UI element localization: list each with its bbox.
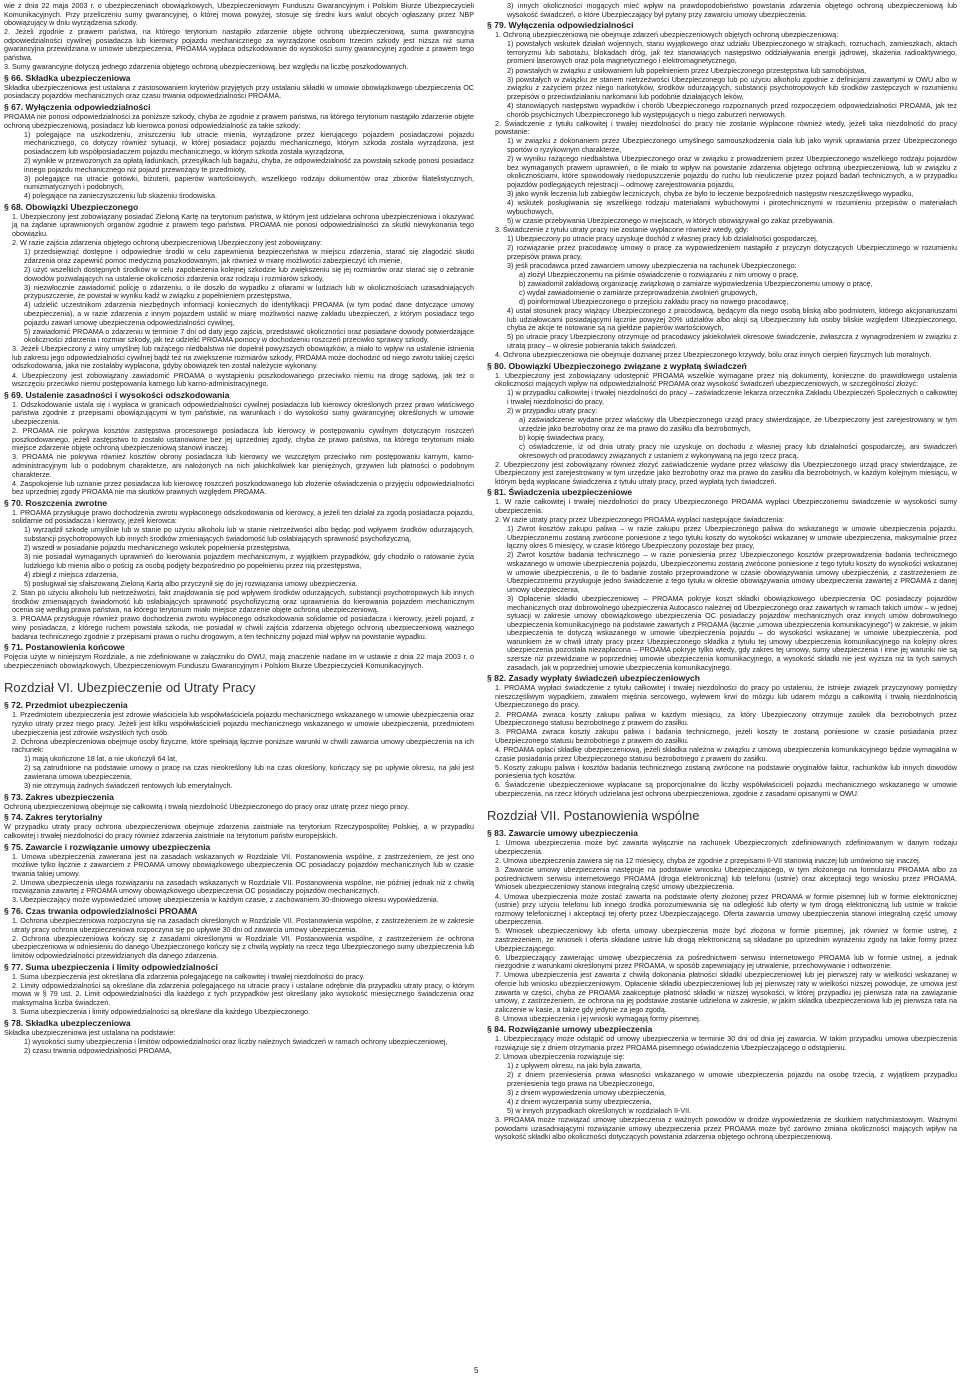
list-item: 1) polegające na uszkodzeniu, zniszczeniu lub utracie mienia, wyrządzone przez kierującego pojazdem posiadaczowi pojazdu mechanicznego, co dotyczy również sytuacji, w której posiadacz pojazdu mechanicznego, którym szkoda została wyrządzona, jest posiadaczem lub współposiadaczem pojazdu mechanicznego, w którym szkoda została wyrządzona, (24, 129, 474, 156)
list-item: 1) Zwrot kosztów zakupu paliwa – w razie zakupu przez Ubezpieczonego paliwa do wskazanego w umowie ubezpieczenia pojazdu, Ubezpieczonemu zostaną zwrócone poniesione z tego tytułu koszty do wysokości wskazanej w umowie ubezpieczenia, maksymalnie przez łączny okres 6 miesięcy, w czasie którego Ubezpieczony pozostaje bez pracy, (507, 524, 957, 551)
paragraph: 1. Ochrona ubezpieczeniowa rozpoczyna się na zasadach określonych w Rozdziale VII. Postanowienia wspólne, z zastrzeżeniem że w zakresie utraty pracy ochrona ubezpieczeniowa rozpoczyna się po upływie 30 dni od zawarcia umowy ubezpieczenia. (12, 916, 474, 934)
list-item: 3) innych okoliczności mogących mieć wpływ na prawdopodobieństwo powstania zdarzenia objętego ochroną ubezpieczeniową lub wysokość świadczeń, o które Ubezpieczający był pytany przy zawarciu umowy ubezpieczenia. (507, 1, 957, 19)
list-item: 2) Zwrot kosztów badania technicznego – w razie poniesienia przez Ubezpieczonego kosztów przeprowadzenia badania technicznego wskazanego w umowie ubezpieczenia pojazdu, Ubezpieczonemu zostaną zwrócone poniesione z tego tytułu koszty do wysokości wskazanej w umowie ubezpieczenia, o ile to badanie zostało przeprowadzone w czasie obowiązywania umowy ubezpieczenia, z zastrzeżeniem że Ubezpieczonemu przysługuje jedno świadczenie z tego tytułu w okresie obowiązywania umowy ubezpieczenia zawartej z PROAMA z danej umowy ubezpieczenia, (507, 550, 957, 594)
page-number: 5 (474, 1366, 479, 1375)
section-heading: § 78. Składka ubezpieczeniowa (4, 1017, 131, 1028)
list-item: c) oświadczenie, iż od dnia utraty pracy nie uzyskuje on dochodu z własnej pracy lub działalności gospodarczej, ani świadczeń okresowych od pracodawcy związanych z ustaniem z wykonywaną na jego rzecz pracą. (519, 441, 957, 460)
section-heading: § 75. Zawarcie i rozwiązanie umowy ubezpieczenia (4, 841, 211, 852)
list-item: 3) niezwłocznie zawiadomić policję o zdarzeniu, o ile doszło do wypadku z ofiarami w ludziach lub w okolicznościach uzasadniających przypuszczenie, że powstał w wyniku kadź w związku z popełnieniem przestępstwa, (24, 282, 474, 301)
section-heading: § 82. Zasady wypłaty świadczeń ubezpieczeniowych (487, 673, 701, 684)
list-item: 4) wskutek posługiwania się wszelkiego rodzaju materiałami wybuchowymi i pirotechnicznymi w rozumieniu przepisów o materiałach wybuchowych, (507, 197, 957, 216)
paragraph: 1. PROAMA przysługuje prawo dochodzenia zwrotu wypłaconego odszkodowania od kierowcy, a jeżeli ten działał za zgodą posiadacza pojazdu, solidarnie od posiadacza i kierowcy, jeżeli kierowca: (12, 507, 474, 526)
list-item: 3) z dniem wypowiedzenia umowy ubezpieczenia, (507, 1088, 667, 1097)
paragraph: PROAMA nie ponosi odpowiedzialności za poniższe szkody, chyba że zgodnie z prawem państwa, na którego terytorium nastąpiło zdarzenie objęte ochroną ubezpieczeniową, posiadacz lub kierowca ponosi odpowiedzialność za takie szkody: (4, 111, 474, 130)
paragraph: 3. Zawarcie umowy ubezpieczenia następuje na podstawie wniosku Ubezpieczającego, w tym złożonego na formularzu PROAMA albo za pośrednictwem serwisu internetowego PROAMA (droga elektroniczną) lub telefonu (ustnie) oraz akceptacji tego wniosku przez PROAMA. Wniosek ubezpieczeniowy stanowi integralną część umowy ubezpieczenia. (495, 865, 957, 892)
paragraph: 5. Koszty zakupu paliwa i kosztów badania technicznego zostaną zwrócone na podstawie oryginałów faktur, rachunków lub innych dowodów poniesienia tych kosztów. (495, 762, 957, 781)
paragraph: 1. Umowa ubezpieczenia może być zawarta wyłącznie na rachunek Ubezpieczonych zdefiniowanych zdefiniowanym w danym rodzaju ubezpieczenia. (495, 838, 957, 857)
list-item: 2) wynikłe w przewozonych za opłatą ładunkach, przesyłkach lub bagażu, chyba, że odpowiedzialność za powstałą szkodę ponosi posiadacz innego pojazdu mechanicznego niż pojazd przewożący te przedmioty, (24, 155, 474, 174)
list-item: 2) użyć wszelkich dostępnych środków w celu zapobieżenia kolejnej szkodzie lub zwiększeniu się jej rozmiarów oraz starać się o zebranie dowodów pozwalających na ustalenie okoliczności zdarzenia oraz rodzaju i rozmiarów szkody, (24, 264, 474, 283)
paragraph: 3. Sumy gwarancyjne dotyczą jednego zdarzenia objętego ochroną ubezpieczeniową, bez względu na liczbę poszkodowanych. (4, 62, 409, 72)
paragraph: 1. Przedmiotem ubezpieczenia jest zdrowie właściciela lub współwłaściciela pojazdu mechanicznego wskazanego w umowie ubezpieczenia oraz ryzyko utraty przez niego pracy. Jeżeli jest kilku współwłaścicieli pojazdu mechanicznego wskazanego w umowie ubezpieczenia, przedmiotem ubezpieczenia jest zdrowie wszystkich tych osób. (12, 710, 474, 737)
list-item: 1) powstałych wskutek działań wojennych, stanu wyjątkowego oraz udziału Ubezpieczonego w strajkach, rozruchach, zamieszkach, aktach terroryzmu lub sabotażu, blokadach dróg, jak też stanowiących następstwo oddziaływania energii jądrowej, skażenia radioaktywnego, promieni laserowych oraz pola magnetycznego i elektromagnetycznego, (507, 39, 957, 66)
paragraph: 8. Umowa ubezpieczenia i jej wnioski wymagają formy pisemnej. (495, 1013, 701, 1023)
list-item: 1) przedsięwziąć dostępne i odpowiednie środki w celu zapewnienia bezpieczeństwa w miejscu zdarzenia, starać się złagodzić skutki zdarzenia oraz zapewnić pomoc medyczną poszkodowanym, jak również w miarę możliwości zabezpieczyć ich mienie, (24, 247, 474, 265)
paragraph: 2. Umowa ubezpieczenia rozwiązuje się: (495, 1052, 625, 1062)
paragraph: 6. Ubezpieczający zawierając umowę ubezpieczenia za pośrednictwem serwisu internetowego PROAMA lub w formie ustnej, a jednak niezgodnie z warunkami określonymi przez PROAMA, w sposób zapewniający jej utrwalenie, przechowywanie i odtworzenie. (495, 952, 957, 971)
paragraph: 4. Zaspokojenie lub uznanie przez posiadacza lub kierowcę roszczeń poszkodowanego lub złożenie oświadczenia o przyjęciu odpowiedzialności bez uprzedniej zgody PROAMA nie ma skutków prawnych względem PROAMA. (12, 478, 474, 497)
list-item: 1) w przypadku całkowitej i trwałej niezdolności do pracy – zaświadczenie lekarza orzecznika Zakładu Ubezpieczeń Społecznych o całkowitej i trwałej niezdolności do pracy, (507, 388, 957, 406)
paragraph: Składka ubezpieczeniowa jest ustalana z zastosowaniem kryteriów przyjętych przy ustalaniu składki w umowie obowiązkowego ubezpieczenia OC posiadaczy pojazdów mechanicznych oraz czasu trwania odpowiedzialności PROAMA. (4, 82, 474, 101)
section-heading: § 71. Postanowienia końcowe (4, 642, 125, 653)
paragraph: 7. Umowa ubezpieczenia jest zawarta z chwilą dokonania płatności składki ubezpieczeniowej lub jej pierwszej raty w wielkości wskazanej w ofercie lub wniosku ubezpieczeniowym. Opłacenie składki ubezpieczeniowej lub jej pierwszej raty w wielkości niższej powoduje, że umowa jest zawarta w części, chyba że PROAMA zaakceptuje płatność składki w niższej wysokości, w której przypadku jej pierwsza rata na zawiązanie umowy, z zastrzeżeniem, że ochrona na jej podstawie zostanie udzielona w zakresie, w jakim składka ubezpieczeniowa lub jej pierwsza rata na zaliczenie w kasie, a także gdy jedynie za jego zgodą. (495, 970, 957, 1014)
list-item: 2) z dniem przeniesienia prawa własności wskazanego w umowie ubezpieczenia pojazdu na osobę trzecią, z wyjątkiem przypadku przeniesienia tego prawa na Ubezpieczonego, (507, 1070, 957, 1088)
paragraph: 3. PROAMA nie pokrywa również kosztów obrony posiadacza lub kierowcy we wszczętym przeciwko nim postępowaniu karnym, karno-administracyjnym lub o podobnym charakterze, ani nałożonych na nich jakichkolwiek kar pieniężnych, grzywien lub płatności o podobnym charakterze. (12, 452, 474, 479)
list-item: 3) jeśli pracodawca przed zawarciem umowy ubezpieczenia na rachunek Ubezpieczonego: (507, 260, 797, 270)
paragraph: 3. Świadczenie z tytułu utraty pracy nie zostanie wypłacone również wtedy, gdy: (495, 224, 749, 234)
list-item: 4) z dniem wyczerpania sumy ubezpieczenia, (507, 1097, 652, 1107)
section-heading: § 76. Czas trwania odpowiedzialności PROAMA (4, 906, 198, 917)
paragraph: 1. Ochroną ubezpieczeniową nie obejmuje zdarzeń ubezpieczeniowych objętych ochroną ubezpieczeniową: (495, 30, 839, 40)
paragraph: Pojęcia użyte w niniejszym Rozdziale, a nie zdefiniowane w załączniku do OWU, mają znaczenie nadane im w ustawie z dnia 22 maja 2003 r. o ubezpieczeniach obowiązkowych, Ubezpieczeniowym Funduszu Gwarancyjnym i Polskim Biurze Ubezpieczycieli Komunikacyjnych. (4, 652, 474, 670)
list-item: 4) udzielić uczestnikom zdarzenia niezbędnych informacji koniecznych do identyfikacji PROAMA (w tym podać dane dotyczące umowy ubezpieczenia), a w razie zdarzenia z innym pojazdem ustalić w miarę możliwości nazwę zakładu ubezpieczeń, z którym posiadacz tego pojazdu zawarł umowę ubezpieczenia odpowiedzialności cywilnej, (24, 300, 474, 327)
list-item: 1) mają ukończone 18 lat, a nie ukończyli 64 lat, (24, 754, 178, 764)
list-item: 2) powstałych w związku z usiłowaniem lub popełnieniem przez Ubezpieczonego przestępstwa lub samobójstwa, (507, 65, 867, 75)
list-item: 3) nie posiadał wymaganych uprawnień do kierowania pojazdem mechanicznym, z wyjątkiem przypadków, gdy chodziło o ratowanie życia ludzkiego lub mienia albo o pościg za osobą podjęty bezpośrednio po popełnieniu przez nią przestępstwa, (24, 552, 474, 570)
paragraph: 3. Jeżeli Ubezpieczony z winy umyślnej lub rażącego niedbalstwa nie dopełnił powyższych obowiązków, a miało to wpływ na ustalenie istnienia lub zakresu jego odpowiedzialności cywilnej bądź też na zwiększenie rozmiarów szkody, PROAMA może dochodzić od niego zwrotu takiej części odszkodowania, jaka nie zostałaby wypłacona, gdyby obowiązek ten został należycie wykonany. (12, 344, 474, 371)
list-item: 5) posługiwał się sfałszowaną Zieloną Kartą albo przyczynił się do jej rozwiązania umowy ubezpieczenia. (24, 579, 358, 589)
paragraph: 2. Ochrona ubezpieczeniowa obejmuje osoby fizyczne, które spełniają łącznie poniższe warunki w chwili zawarcia umowy ubezpieczenia na ich rachunek: (12, 736, 474, 755)
paragraph: 6. Świadczenie ubezpieczeniowe wypłacane są proporcjonalnie do liczby współwłaścicieli pojazdu mechanicznego wskazanego w umowie ubezpieczenia, na rzecz których udzielana jest ochrona ubezpieczeniowa, zgodnie z zasadami opisanymi w OWU. (495, 780, 957, 798)
section-heading: § 74. Zakres terytorialny (4, 812, 103, 823)
list-item: 1) Ubezpieczony po utracie pracy uzyskuje dochód z własnej pracy lub działalności gospodarczej, (507, 233, 818, 243)
paragraph: 2. Limity odpowiedzialności są określane dla zdarzenia polegającego na utracie pracy i ustalane odrębnie dla przypadku utraty pracy, o którym mowa w § 79 ust. 2. Limit odpowiedzialności dla każdego z tych przypadków jest określany jako wysokość miesięcznego świadczenia oraz maksymalna liczba świadczeń. (12, 980, 474, 1007)
paragraph: 3. Suma ubezpieczenia i limity odpowiedzialności są określane dla każdego Ubezpieczonego. (12, 1006, 311, 1016)
paragraph: 2. Stan po użyciu alkoholu lub nietrzeźwości, fakt znajdowania się pod wpływem środków odurzających, substancji psychotropowych lub innych środków zmieniających świadomość lub osłabiających sprawność psychofizyczną oraz uprawnienia do kierowania pojazdem mechanicznym ocenia się według prawa państwa, na którego terytorium miało miejsce zdarzenie objęte ochroną ubezpieczeniową. (12, 588, 474, 615)
list-item: 4) ustał stosunek pracy wiążący Ubezpieczonego z pracodawcą, będącym dla niego osobą bliską albo podmiotem, którego akcjonariuszami lub udziałowcami posiadającymi łącznie powyżej 20% udziałów albo akcji są Ubezpieczony lub osoby bliskie względem Ubezpieczonego, chyba że akcje te notowane są na giełdzie papierów wartościowych, (507, 306, 957, 333)
section-heading: § 73. Zakres ubezpieczenia (4, 791, 114, 802)
list-item: 1) w związku z dokonaniem przez Ubezpieczonego umyślnego samouszkodzenia ciała lub jako wynik uprawiania przez Ubezpieczonego sportów o ryzykownym charakterze, (507, 136, 957, 154)
paragraph: 2. PROAMA nie pokrywa kosztów zastępstwa procesowego posiadacza lub kierowcy w postępowaniu cywilnym dotyczącym roszczeń poszkodowanego, jeżeli zastępstwo to zostało ustanowione bez jej uprzedniej zgody, chyba że prawo państwa, na którego terytorium miało miejsce zdarzenie objęte ochroną ubezpieczeniową stanowi inaczej. (12, 426, 474, 453)
list-item: 2) w przypadku utraty pracy: (507, 406, 598, 416)
list-item: 2) rozwiązanie przez pracodawcę umowy o pracę za wypowiedzeniem nastąpiło z przyczyn dotyczących Ubezpieczonego w rozumieniu przepisów prawa pracy, (507, 242, 957, 261)
list-item: 3) nie otrzymują żadnych świadczeń rentowych lub emerytalnych. (24, 781, 233, 791)
list-item: 3) polegające na utracie gotówki, biżuterii, papierów wartościowych, wszelkiego rodzaju dokumentów oraz zbiorów filatelistycznych, numizmatycznych i podobnych, (24, 173, 474, 192)
paragraph: 2. W razie zajścia zdarzenia objętego ochroną ubezpieczeniową Ubezpieczony jest zobowiązany: (12, 238, 323, 248)
list-item: 5) w czasie przebywania Ubezpieczonego w miejscach, w których obowiązywał go zakaz przebywania. (507, 215, 835, 225)
paragraph: 2. Umowa ubezpieczenia ulega rozwiązaniu na zasadach wskazanych w Rozdziale VII. Postanowienia wspólne, nie później jednak niż z chwilą rozwiązania zawartej z PROAMA umowy obowiązkowego ubezpieczenia OC posiadaczy pojazdów mechanicznych. (12, 877, 474, 896)
list-item: 4) stanowiących następstwo wypadków i chorób Ubezpieczonego rozpoznanych przed rozpoczęciem odpowiedzialności PROAMA, jak też chorób psychicznych Ubezpieczonego lub występujących u niego zaburzeń nerwowych. (507, 100, 957, 119)
section-heading: § 66. Składka ubezpieczeniowa (4, 72, 131, 83)
list-item: b) zawiadomił zakładową organizację związkową o zamiarze wypowiedzenia Ubezpieczonemu umowy o pracę, (519, 278, 873, 288)
paragraph: 1. Ubezpieczony jest zobowiązany posiadać Zieloną Kartę na terytorium państwa, w którym jest udzielana ochrona ubezpieczeniowa i okazywać ją na żądanie uprawnionych organów zgodnie z prawem tego państwa. PROAMA nie ponosi odpowiedzialności za skutki niewykonania tego obowiązku. (12, 211, 474, 239)
list-item: a) złożył Ubezpieczonemu na piśmie oświadczenie o rozwiązaniu z nim umowy o pracę, (519, 269, 799, 279)
list-item: 5) po utracie pracy Ubezpieczony otrzymuje od pracodawcy jakiekolwiek okresowe świadczenie, zwłaszcza z wynagrodzeniem w związku z utratą pracy – w okresie pobierania takich świadczeń. (507, 332, 957, 350)
section-heading: § 72. Przedmiot ubezpieczenia (4, 700, 128, 711)
chapter-title: Rozdział VI. Ubezpieczenie od Utraty Pracy (4, 680, 256, 696)
section-heading: § 81. Świadczenia ubezpieczeniowe (487, 487, 633, 498)
section-heading: § 67. Wyłączenia odpowiedzialności (4, 101, 151, 112)
list-item: c) wydał zawiadomienie o zamiarze przeprowadzenia zwolnień grupowych, (519, 287, 758, 297)
section-heading: § 69. Ustalenie zasadności i wysokości odszkodowania (4, 389, 230, 400)
list-item: 3) jako wynik leczenia lub zabiegów leczniczych, chyba że było to leczenie bezpośrednich następstw nieszczęśliwego wypadku, (507, 188, 914, 198)
list-item: b) kopię świadectwa pracy, (519, 432, 605, 442)
paragraph: Składka ubezpieczeniowa jest ustalana na podstawie: (4, 1027, 176, 1037)
list-item: 3) Opłacenie składki ubezpieczeniowej – PROAMA pokryje koszt składki obowiązkowego ubezpieczenia OC posiadaczy pojazdów mechanicznych oraz dobrowolnego ubezpieczenia Autocasco należnej od Ubezpieczonego oraz zawartych w ramach takich umów – w jednej sytuacji w zakresie umowy obowiązkowego ubezpieczenia OC posiadaczy pojazdów mechanicznych oraz innych umów dobrowolnego ubezpieczenia komunikacyjnego na podstawie zawartych z PROAMA (łącznie „umowa ubezpieczenia komunikacyjnego") w zakresie, w jakim ubezpieczenia te dotyczą wskazanego w umowie ubezpieczenia pojazdu – do wysokości wskazanej w umowie ubezpieczenia, pod warunkiem że w chwili utraty pracy przez Ubezpieczonego składka z tytułu tej umowy ubezpieczenia komunikacyjnego na kolejny okres ubezpieczenia pozostała niezapłacona – PROAMA pokryje tylko wtedy, gdy zakres tej umowy, sumy ubezpieczenia i inne jej warunki nie są szersze niż przewidziane w poprzedniej umowie ubezpieczenia komunikacyjnego, a wysokość składki nie jest wyższa niż ta tych samych zasadach, jak w poprzedniej umowie ubezpieczenia komunikacyjnego. (507, 593, 957, 672)
list-item: 1) wysokości sumy ubezpieczenia i limitów odpowiedzialności oraz liczby należnych świadczeń w ramach ochrony ubezpieczeniowej, (24, 1036, 448, 1046)
paragraph: 3. PROAMA przysługuje również prawo dochodzenia zwrotu wypłaconego odszkodowania solidarnie od posiadacza i kierowcy, jeżeli pojazd, z winy posiadacza, z którego ruchem powstała szkoda, nie posiadał w chwili zajścia zdarzenia objętego ochroną ubezpieczeniową ważnego badania technicznego zgodnie z przepisami prawa o ruchu drogowym, a ten techniczny pojazd miał wpływ na powstanie wypadku. (12, 614, 474, 641)
paragraph: 1. Ubezpieczający może odstąpić od umowy ubezpieczenia w terminie 30 dni od dnia jej zawarcia. W takim przypadku umowa ubezpieczenia rozwiązuje się z dniem otrzymania przez PROAMA pisemnego oświadczenia Ubezpieczającego o odstąpieniu. (495, 1034, 957, 1053)
section-heading: § 80. Obowiązki Ubezpieczonego związane z wypłatą świadczeń (487, 360, 747, 371)
paragraph: 2. Świadczenie z tytułu całkowitej i trwałej niezdolności do pracy nie zostanie wypłacone również wtedy, jeżeli taka niezdolność do pracy powstanie: (495, 118, 957, 137)
list-item: 1) wyrządził szkodę umyślnie lub w stanie po użyciu alkoholu lub w stanie nietrzeźwości albo będąc pod wpływem środków odurzających, substancji psychotropowych lub innych środków zmieniających świadomość lub osłabiających sprawność psychofizyczną, (24, 525, 474, 544)
paragraph: 1. Umowa ubezpieczenia zawierana jest na zasadach wskazanych w Rozdziale VII. Postanowienia wspólne, z zastrzeżeniem, że jest ono możliwe tylko łącznie z zawarciem z PROAMA umowy obowiązkowego ubezpieczenia OC posiadaczy pojazdów mechanicznych lub w czasie trwania takiej umowy. (12, 851, 474, 878)
paragraph: 1. Suma ubezpieczenia jest określana dla zdarzenia polegającego na całkowitej i trwałej niezdolności do pracy. (12, 971, 365, 981)
paragraph: 4. PROAMA opłaci składkę ubezpieczeniową, jeżeli składka należna w związku z umową ubezpieczenia komunikacyjnego będzie wymagalna w czasie posiadania przez Ubezpieczonego statusu bezrobotnego z prawem do zasiłku. (495, 744, 957, 763)
section-heading: § 68. Obowiązki Ubezpieczonego (4, 201, 139, 212)
paragraph: 1. W razie całkowitej i trwałej niezdolności do pracy Ubezpieczonego PROAMA wypłaci Ubezpieczonemu świadczenie w wysokości sumy ubezpieczenia. (495, 497, 957, 515)
list-item: 2) czasu trwania odpowiedzialności PROAMA, (24, 1045, 172, 1055)
list-item: 2) w wyniku rażącego niedbalstwa Ubezpieczonego oraz w związku z prowadzeniem przez Ubezpieczonego wszelkiego rodzaju pojazdów bez wymaganych prawem uprawnień, o ile miało to wpływ na powstanie zdarzenia objętego ochroną ubezpieczeniową, lub w związku z okolicznościami, które spowodowały niedopuszczenie pojazdu do ruchu lub nieuliczenie przez pojazd badań technicznych, a w przypadku pojazdów podlegających rejestracji – odmowę zarejestrowania pojazdu, (507, 154, 957, 189)
paragraph: 2. Ubezpieczony jest zobowiązany również złożyć zaświadczenie wydane przez właściwy dla Ubezpieczonego urząd pracy stwierdzające, że Ubezpieczony jest zarejestrowany w tym urzędzie jako bezrobotny oraz ma prawo do zasiłku dla bezrobotnych, w każdym kolejnym miesiącu, w którym będą wypłacane świadczenia z tytułu utraty pracy, przed wypłatą tych świadczeń. (495, 459, 957, 486)
paragraph: 3. PROAMA może rozwiązać umowę ubezpieczenia z ważnych powodów w drodze wypowiedzenia ze skutkiem natychmiastowym. Ważnymi powodami uzasadniającymi rozwiązanie umowy ubezpieczenia przez PROAMA może być zarówno zmiana okoliczności mających wpływ na wysokość składki albo okoliczności dotyczących powstania zdarzenia objętego ochroną ubezpieczeniową. (495, 1115, 957, 1142)
list-item: 1) z upływem okresu, na jaki była zawarta, (507, 1061, 643, 1071)
section-heading: § 77. Suma ubezpieczenia i limity odpowiedzialności (4, 961, 218, 972)
list-item: 4) zbiegł z miejsca zdarzenia, (24, 569, 119, 579)
list-item: 4) polegające na zanieczyszczeniu lub skażeniu środowiska. (24, 191, 217, 201)
right-column (487, 2, 957, 1143)
section-heading: § 83. Zawarcie umowy ubezpieczenia (487, 828, 638, 839)
paragraph: 2. Ochrona ubezpieczeniowa kończy się z zasadami określonymi w Rozdziale VII. Postanowienia wspólne, z zastrzeżeniem że ochrona ubezpieczeniowa w odniesieniu do danego Ubezpieczonego kończy się z chwilą wypłaty na rzecz tego Ubezpieczonego sumy ubezpieczenia lub limitów odpowiedzialności przewidzianych dla danego zdarzenia. (12, 933, 474, 960)
paragraph: 2. Umowa ubezpieczenia zawiera się na 12 miesięcy, chyba że zgodnie z przepisami II-VII stanowią inaczej lub umówiono się inaczej. (495, 856, 921, 866)
list-item: 5) w innych przypadkach określonych w rozdziałach II-VII. (507, 1106, 692, 1116)
left-column (4, 2, 474, 1056)
list-item: d) poinformował Ubezpieczonego o przejściu zakładu pracy na nowego pracodawcę, (519, 297, 789, 306)
section-heading: § 84. Rozwiązanie umowy ubezpieczenia (487, 1024, 653, 1035)
paragraph: 1. PROAMA wypłaci świadczenie z tytułu całkowitej i trwałej niezdolności do pracy po ustaleniu, że istnieje związek przyczynowy pomiędzy nieszczęśliwym wypadkiem, zawałem mięśnia sercowego, wylewem krwi do mózgu lub udarem mózgu a całkowitą i trwałą niezdolnością Ubezpieczonego do pracy. (495, 683, 957, 710)
paragraph: W przypadku utraty pracy ochrona ubezpieczeniowa obejmuje zdarzenia zaistniałe na terytorium Rzeczypospolitej Polskiej, a w przypadku całkowitej i trwałej niezdolności do pracy również zdarzenia zaistniałe na terytorium państw europejskich. (4, 822, 474, 840)
paragraph: Ochroną ubezpieczeniową obejmuje się całkowitą i trwałą niezdolność Ubezpieczonego do pracy oraz utratę przez niego pracy. (4, 801, 409, 811)
paragraph: 1. Odszkodowanie ustala się i wypłaca w granicach odpowiedzialności cywilnej posiadacza lub kierowcy określonych przez prawo właściwego państwa zgodnie z przepisami obowiązującymi w tym państwie, na warunkach i do wysokości sumy gwarancyjnej określonych w umowie ubezpieczenia. (12, 399, 474, 426)
list-item: 2) są zatrudnione na podstawie umowy o pracę na czas nieokreślony lub na czas określony, kończący się po upływie okresu, na jaki jest zawierana umowa ubezpieczenia, (24, 763, 474, 782)
list-item: a) zaświadczenie wydane przez właściwy dla Ubezpieczonego urząd pracy stwierdzające, że Ubezpieczony jest zarejestrowany w tym urzędzie jako bezrobotny oraz że ma prawo do zasiłku dla bezrobotnych, (519, 415, 957, 433)
paragraph: 4. Umowa ubezpieczenia może zostać zawarta na podstawie oferty złożonej przez PROAMA w formie pisemnej lub w formie elektronicznej (ustnie) przy użyciu telefonu lub innego środka porozumiewania się na odległość lub oferty w tym drogą elektroniczną lub ustnie w trakcie rozmowy telefonicznej i akceptacji tej oferty przez Ubezpieczającego. Oferta zawarcia umowy ubezpieczenia stanowi integralną część umowy ubezpieczenia. (495, 891, 957, 927)
paragraph: 3. Ubezpieczający może wypowiedzieć umowę ubezpieczenia w każdym czasie, z zachowaniem 30-dniowego okresu wypowiedzenia. (12, 895, 439, 905)
list-item: 3) powstałych w związku ze stanem nietrzeźwości Ubezpieczonego lub po użyciu alkoholu zgodnie z definicjami zawartymi w OWU albo w związku z zażyciem przez niego narkotyków, środków odurzających, substancji psychotropowych lub środków zastępczych w rozumieniu przepisów o przeciwdziałaniu narkomanii lub podobnie działających leków, (507, 74, 957, 101)
paragraph: 1. Ubezpieczony jest zobowiązany udostępnić PROAMA wszelkie wymagane przez nią dokumenty, konieczne do prawidłowego ustalenia okoliczności mających wpływ na odpowiedzialność PROAMA oraz wysokość świadczeń ubezpieczeniowych, w szczególności złożyć: (495, 370, 957, 389)
paragraph: 4. Ochrona ubezpieczeniowa nie obejmuje doznanej przez Ubezpieczonego krzywdy, bólu oraz innych cierpień fizycznych lub moralnych. (495, 350, 932, 360)
chapter-title: Rozdział VII. Postanowienia wspólne (487, 808, 700, 824)
paragraph: 4. Ubezpieczony jest zobowiązany zawiadomić PROAMA o wystąpieniu poszkodowanego przeciwko niemu na drogę sądową, jak też o wszczęciu przeciwko niemu postępowania karnego lub karno-administracyjnego. (12, 370, 474, 389)
paragraph: 2. W razie utraty pracy przez Ubezpieczonego PROAMA wypłaci następujące świadczenia: (495, 515, 785, 525)
section-heading: § 79. Wyłączenia odpowiedzialności (487, 20, 634, 31)
paragraph: 2. Jeżeli zgodnie z prawem państwa, na którego terytorium nastąpiło zdarzenie objęte ochroną ubezpieczeniową, suma gwarancyjna odpowiedzialności cywilnej posiadacza lub kierowcy pojazdu mechanicznego za wyrządzone osobom trzecim szkody jest niższa niż suma gwarancyjna przewidziana w umowie ubezpieczenia, PROAMA wypłaca odszkodowanie do wysokości sumy gwarancyjnej zgodnie z prawem tego państwa. (4, 27, 474, 63)
list-item: 5) zawiadomić PROAMA o zdarzeniu w terminie 7 dni od daty jego zajścia, przedstawić okoliczności oraz posiadane dowody potwierdzające okoliczności zdarzenia i rozmiar szkody, jak też udzielić PROAMA pomocy w dochodzeniu roszczeń przeciwko sprawcy szkody. (24, 326, 474, 345)
paragraph: 3. PROAMA zwraca koszty zakupu paliwa i badania technicznego, jeżeli koszty te zostaną poniesione w czasie posiadania przez Ubezpieczonego statusu bezrobotnego z prawem do zasiłku. (495, 727, 957, 745)
paragraph: wie z dnia 22 maja 2003 r. o ubezpieczeniach obowiązkowych, Ubezpieczeniowym Funduszu Gwarancyjnym i Polskim Biurze Ubezpieczycieli Komunikacyjnych. Przy przeliczeniu sumy gwarancyjnej, o której mowa powyżej, stosuje się średni kurs walut obcych ogłaszany przez NBP obowiązujący w dniu wyrządzenia szkody. (4, 1, 474, 28)
list-item: 2) wszedł w posiadanie pojazdu mechanicznego wskutek popełnienia przestępstwa, (24, 543, 291, 553)
paragraph: 5. Wniosek ubezpieczeniowy lub oferta umowy ubezpieczenia może być złożona w formie pisemnej, jak również w formie ustnej, z zastrzeżeniem, że wniosek i oferta składane ustnie lub drogą elektroniczną są składane po uprzednim wyrażeniu zgody na takie formy przez Ubezpieczającego. (495, 926, 957, 953)
paragraph: 2. PROAMA zwraca koszty zakupu paliwa w każdym miesiącu, za który Ubezpieczony otrzymuje zasiłek dla bezrobotnych przez Ubezpieczonego statusu bezrobotnego z prawem do zasiłku. (495, 709, 957, 728)
section-heading: § 70. Roszczenia zwrotne (4, 497, 108, 508)
